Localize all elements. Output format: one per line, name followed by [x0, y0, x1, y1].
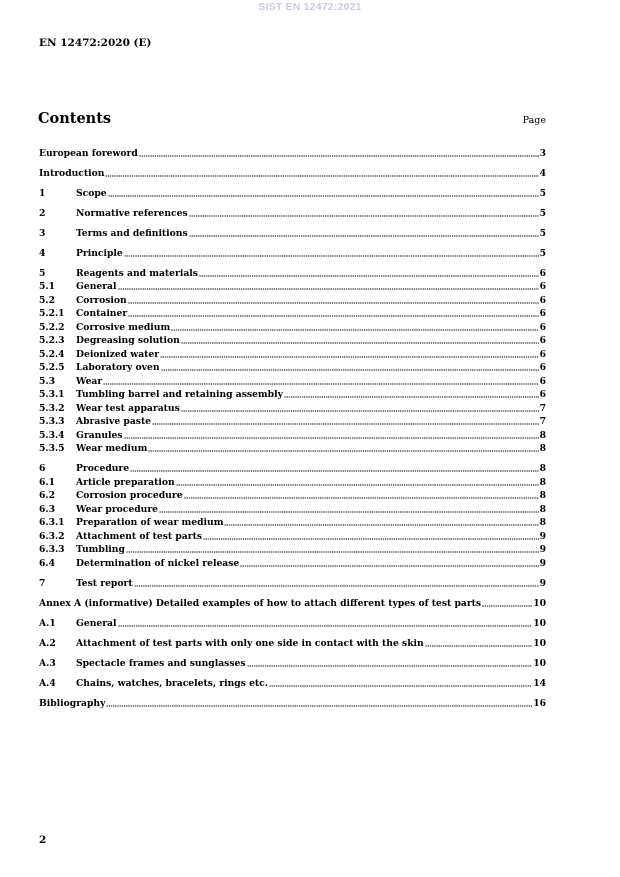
toc-entry-page: 5	[539, 187, 546, 199]
toc-entry[interactable]	[39, 245, 546, 259]
toc-dot-leader	[240, 565, 538, 567]
toc-entry-title: Annex A (informative) Detailed examples of how to attach different types of test parts	[39, 597, 482, 609]
toc-entry-title: Deionized water	[76, 348, 160, 360]
toc-entry[interactable]	[39, 306, 546, 320]
contents-heading: Contents	[38, 110, 112, 127]
toc-dot-leader	[184, 497, 539, 499]
toc-entry-title: Scope	[76, 187, 107, 199]
toc-entry-title: Normative references	[76, 207, 188, 219]
toc-entry-page: 16	[533, 697, 546, 709]
toc-entry-page: 6	[539, 281, 546, 292]
toc-entry-page: 6	[539, 267, 546, 279]
toc-entry[interactable]	[39, 575, 546, 589]
toc-entry-title: Corrosion	[76, 294, 127, 306]
toc-dot-leader	[482, 605, 532, 607]
toc-entry-number: A.4	[39, 677, 56, 689]
table-of-contents	[39, 145, 546, 709]
toc-entry-title: Reagents and materials	[76, 267, 198, 279]
toc-entry-number: 6.3	[39, 503, 55, 515]
toc-entry[interactable]	[39, 387, 546, 401]
toc-entry-number: 5.2	[39, 294, 55, 306]
toc-dot-leader	[199, 275, 539, 277]
toc-entry-title: Article preparation	[76, 476, 175, 488]
toc-entry-title: Granules	[76, 429, 123, 441]
toc-entry-title: Tumbling barrel and retaining assembly	[76, 389, 283, 400]
toc-dot-leader	[425, 645, 532, 647]
toc-entry-number: 5.3.3	[39, 416, 65, 427]
toc-entry[interactable]	[39, 595, 546, 609]
toc-entry-number: 5	[39, 267, 46, 279]
toc-entry[interactable]	[39, 292, 546, 306]
toc-entry-title: Preparation of wear medium	[76, 517, 224, 528]
toc-entry-number: 1	[39, 187, 46, 199]
toc-entry-page: 6	[539, 308, 546, 319]
toc-entry-page: 6	[539, 294, 546, 306]
toc-dot-leader	[152, 423, 539, 425]
toc-entry[interactable]	[39, 373, 546, 387]
toc-entry-title: Wear test apparatus	[76, 402, 180, 414]
toc-dot-leader	[203, 538, 539, 540]
toc-entry-title: General	[76, 617, 117, 629]
toc-entry[interactable]	[39, 635, 546, 649]
toc-entry[interactable]	[39, 675, 546, 689]
toc-dot-leader	[118, 288, 539, 290]
toc-entry-title: Attachment of test parts with only one side in contact with the skin	[76, 637, 424, 649]
toc-dot-leader	[108, 195, 539, 197]
toc-dot-leader	[189, 235, 539, 237]
toc-entry[interactable]	[39, 145, 546, 159]
toc-entry[interactable]	[39, 515, 546, 529]
toc-dot-leader	[124, 255, 539, 257]
toc-entry-title: Spectacle frames and sunglasses	[76, 657, 246, 669]
toc-dot-leader	[124, 437, 539, 439]
toc-entry[interactable]	[39, 461, 546, 475]
toc-entry-page: 5	[539, 247, 546, 259]
toc-entry[interactable]	[39, 414, 546, 428]
toc-entry-title: Corrosion procedure	[76, 490, 183, 501]
toc-entry-number: 7	[39, 577, 46, 589]
toc-entry[interactable]	[39, 279, 546, 293]
toc-dot-leader	[161, 369, 539, 371]
toc-entry-number: 3	[39, 227, 46, 239]
toc-entry[interactable]	[39, 185, 546, 199]
toc-dot-leader	[247, 665, 533, 667]
toc-entry-page: 7	[539, 402, 546, 414]
toc-entry-title: Terms and definitions	[76, 227, 188, 239]
toc-entry-page: 4	[539, 167, 546, 179]
toc-entry-page: 10	[533, 597, 546, 609]
toc-entry-page: 9	[539, 544, 546, 555]
toc-dot-leader	[159, 511, 539, 513]
toc-entry-number: 5.1	[39, 281, 55, 292]
toc-entry-number: 6.4	[39, 557, 55, 569]
toc-entry-title: Principle	[76, 247, 123, 259]
document-identifier: EN 12472:2020 (E)	[39, 37, 152, 49]
toc-entry-page: 8	[539, 490, 546, 501]
toc-entry-title: Container	[76, 308, 128, 319]
toc-entry-page: 5	[539, 227, 546, 239]
toc-entry-page: 10	[533, 637, 546, 649]
toc-entry-number: A.3	[39, 657, 56, 669]
toc-dot-leader	[171, 329, 538, 331]
toc-entry-number: 5.3.1	[39, 389, 65, 400]
toc-entry-page: 8	[539, 429, 546, 441]
toc-entry-page: 6	[539, 348, 546, 360]
toc-entry-title: Chains, watches, bracelets, rings etc.	[76, 677, 268, 689]
toc-entry[interactable]	[39, 542, 546, 556]
toc-dot-leader	[130, 470, 538, 472]
toc-entry-number: 6.2	[39, 490, 55, 501]
toc-entry[interactable]	[39, 555, 546, 569]
toc-entry[interactable]	[39, 400, 546, 414]
toc-entry-page: 5	[539, 207, 546, 219]
page-column-label: Page	[522, 115, 546, 126]
toc-dot-leader	[126, 551, 539, 553]
toc-entry-page: 6	[539, 335, 546, 346]
toc-dot-leader	[189, 215, 539, 217]
toc-entry-title: Procedure	[76, 463, 130, 474]
toc-entry[interactable]	[39, 265, 546, 279]
toc-entry-page: 6	[539, 321, 546, 333]
toc-entry-number: 2	[39, 207, 46, 219]
toc-entry[interactable]	[39, 655, 546, 669]
toc-dot-leader	[148, 450, 538, 452]
toc-entry-title: Wear medium	[76, 443, 148, 454]
toc-dot-leader	[134, 585, 539, 587]
toc-entry[interactable]	[39, 360, 546, 374]
toc-entry-number: 5.2.2	[39, 321, 65, 333]
toc-entry-title: Bibliography	[39, 697, 106, 709]
toc-entry-title: Degreasing solution	[76, 335, 180, 346]
toc-entry-number: 5.3.5	[39, 443, 65, 454]
toc-entry-title: Determination of nickel release	[76, 557, 240, 569]
toc-entry[interactable]	[39, 346, 546, 360]
toc-dot-leader	[181, 342, 539, 344]
toc-entry-page: 6	[539, 375, 546, 387]
toc-entry-title: Tumbling	[76, 544, 125, 555]
watermark: SIST EN 12472:2021	[258, 1, 362, 13]
toc-entry[interactable]	[39, 441, 546, 455]
toc-entry-page: 10	[533, 617, 546, 629]
toc-entry-number: 6.3.1	[39, 517, 65, 528]
toc-dot-leader	[160, 356, 539, 358]
toc-dot-leader	[105, 175, 538, 177]
toc-dot-leader	[106, 705, 532, 707]
toc-entry[interactable]	[39, 474, 546, 488]
toc-entry-title: European foreword	[39, 147, 138, 159]
toc-entry-number: 6	[39, 463, 46, 474]
toc-entry-number: A.2	[39, 637, 56, 649]
toc-entry[interactable]	[39, 488, 546, 502]
toc-dot-leader	[224, 524, 538, 526]
toc-entry-page: 3	[539, 147, 546, 159]
toc-entry-number: 5.3.4	[39, 429, 65, 441]
toc-entry-number: A.1	[39, 617, 56, 629]
toc-entry[interactable]	[39, 225, 546, 239]
toc-entry-title: Test report	[76, 577, 133, 589]
toc-entry-page: 9	[539, 530, 546, 542]
toc-entry[interactable]	[39, 165, 546, 179]
toc-entry-page: 7	[539, 416, 546, 427]
toc-dot-leader	[118, 625, 533, 627]
toc-entry-number: 6.3.3	[39, 544, 65, 555]
toc-entry-number: 5.3	[39, 375, 55, 387]
toc-entry-page: 8	[539, 443, 546, 454]
toc-entry[interactable]	[39, 427, 546, 441]
toc-entry-number: 4	[39, 247, 46, 259]
toc-entry-page: 6	[539, 389, 546, 400]
toc-entry-title: Laboratory oven	[76, 362, 160, 373]
toc-entry-number: 6.3.2	[39, 530, 65, 542]
toc-entry-page: 8	[539, 463, 546, 474]
toc-entry-page: 9	[539, 557, 546, 569]
toc-entry-number: 5.2.1	[39, 308, 65, 319]
toc-dot-leader	[128, 315, 538, 317]
toc-entry-title: Abrasive paste	[76, 416, 152, 427]
page-number: 2	[39, 834, 47, 846]
toc-entry-page: 9	[539, 577, 546, 589]
toc-entry[interactable]	[39, 695, 546, 709]
toc-entry-page: 8	[539, 503, 546, 515]
toc-entry-title: Introduction	[39, 167, 105, 179]
toc-dot-leader	[284, 396, 539, 398]
toc-entry-number: 5.2.5	[39, 362, 65, 373]
toc-entry[interactable]	[39, 319, 546, 333]
toc-entry-number: 5.2.4	[39, 348, 65, 360]
toc-entry[interactable]	[39, 501, 546, 515]
toc-entry[interactable]	[39, 615, 546, 629]
toc-dot-leader	[269, 685, 532, 687]
toc-entry-page: 14	[533, 677, 546, 689]
toc-dot-leader	[103, 383, 538, 385]
toc-entry-title: Corrosive medium	[76, 321, 171, 333]
toc-entry[interactable]	[39, 333, 546, 347]
toc-entry-page: 8	[539, 476, 546, 488]
toc-entry-number: 5.2.3	[39, 335, 65, 346]
toc-entry-title: General	[76, 281, 117, 292]
toc-entry-title: Wear procedure	[76, 503, 159, 515]
toc-entry-number: 6.1	[39, 476, 55, 488]
toc-dot-leader	[176, 484, 539, 486]
toc-entry-page: 6	[539, 362, 546, 373]
toc-entry[interactable]	[39, 528, 546, 542]
toc-dot-leader	[181, 410, 539, 412]
toc-entry-page: 8	[539, 517, 546, 528]
toc-dot-leader	[139, 155, 539, 157]
toc-entry-page: 10	[533, 657, 546, 669]
toc-entry-title: Wear	[76, 375, 103, 387]
toc-entry-number: 5.3.2	[39, 402, 65, 414]
toc-entry-title: Attachment of test parts	[76, 530, 202, 542]
toc-dot-leader	[128, 302, 539, 304]
toc-entry[interactable]	[39, 205, 546, 219]
